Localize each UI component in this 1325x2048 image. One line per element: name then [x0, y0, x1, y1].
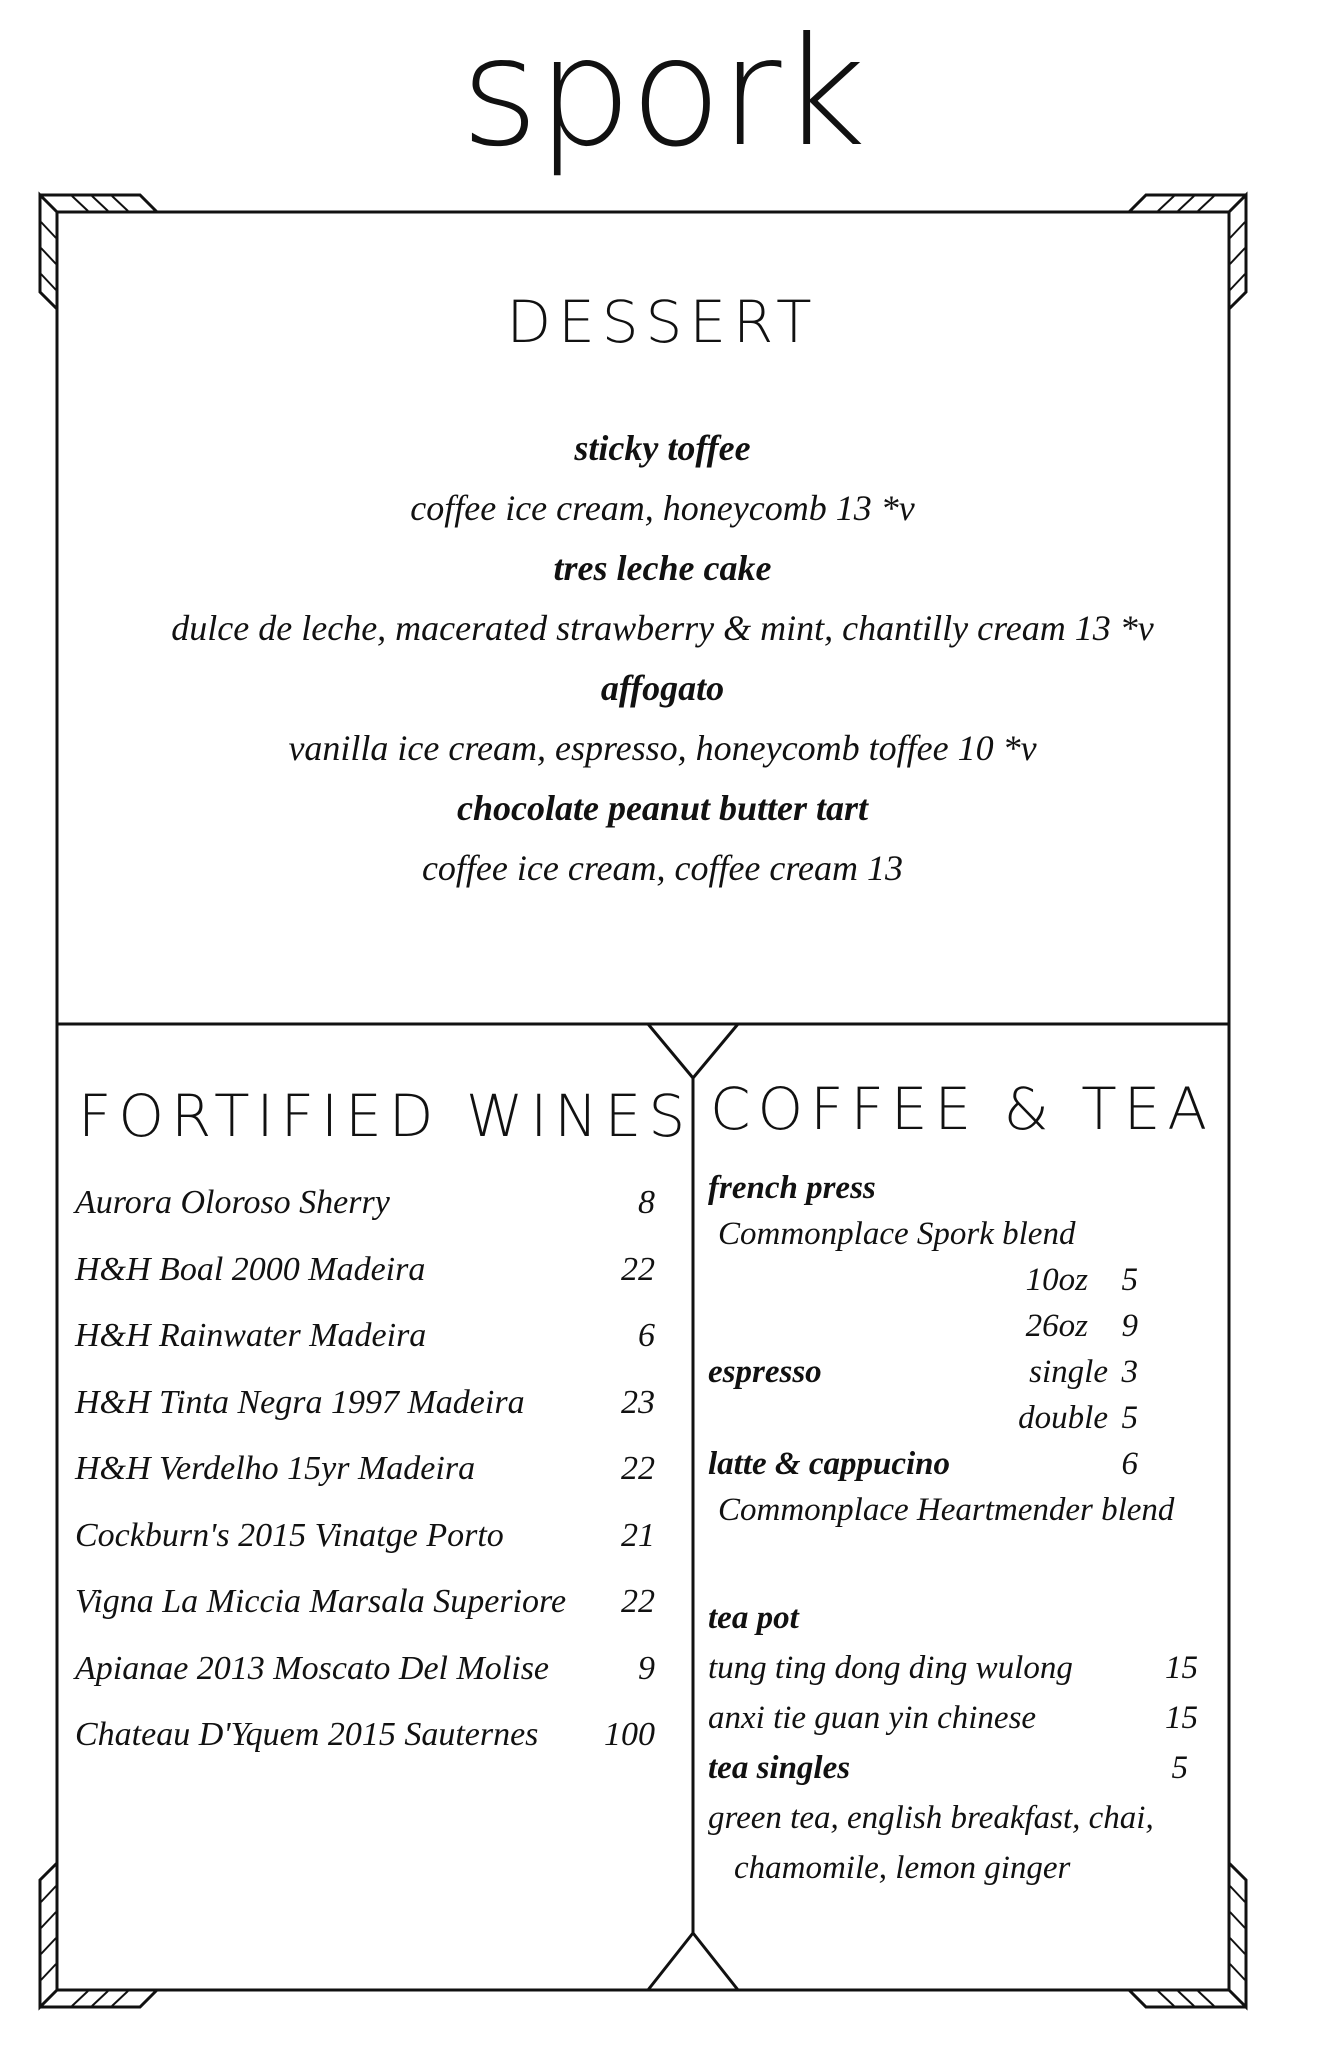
- tea-pot-name: tea pot: [708, 1600, 799, 1636]
- dessert-item-name: affogato: [600, 668, 725, 708]
- wine-price: 22: [621, 1250, 655, 1288]
- spork-logo: spork: [460, 6, 865, 180]
- french-press-size: 26oz: [1025, 1308, 1088, 1344]
- dessert-item-name: sticky toffee: [574, 428, 751, 468]
- wine-price: 21: [621, 1516, 655, 1554]
- latte-row: [708, 1441, 1198, 1487]
- dessert-item-description: coffee ice cream, honeycomb 13 *v: [410, 488, 915, 528]
- tea-singles-price: 5: [1171, 1750, 1188, 1786]
- wine-price: 22: [621, 1450, 655, 1487]
- wine-row: [75, 1702, 655, 1769]
- wine-name: H&H Tinta Negra 1997 Madeira: [75, 1383, 525, 1421]
- tea-name: tung ting dong ding wulong: [708, 1650, 1073, 1686]
- dessert-item-description: dulce de leche, macerated strawberry & mint, chantilly cream 13 *v: [171, 608, 1154, 648]
- dessert-item-name: chocolate peanut butter tart: [456, 788, 868, 828]
- wine-name: Aurora Oloroso Sherry: [75, 1184, 390, 1221]
- wine-row: [75, 1436, 655, 1503]
- latte-name: latte & cappucino: [708, 1446, 950, 1482]
- wine-price: 8: [638, 1184, 655, 1221]
- espresso-price: 3: [1121, 1354, 1138, 1390]
- french-press-blend: Commonplace Spork blend: [718, 1216, 1076, 1252]
- wine-row: [75, 1569, 655, 1636]
- wine-row: [75, 1170, 655, 1237]
- wine-price: 23: [621, 1383, 655, 1421]
- wine-name: H&H Boal 2000 Madeira: [75, 1250, 426, 1288]
- wine-row: [75, 1303, 655, 1370]
- tea-singles-name: tea singles: [708, 1750, 851, 1786]
- french-press-size-row: [708, 1303, 1198, 1349]
- tea-name: anxi tie guan yin chinese: [708, 1700, 1037, 1736]
- french-press-name: french press: [708, 1170, 876, 1206]
- wine-row: [75, 1636, 655, 1703]
- dessert-heading: DESSERT: [506, 288, 819, 356]
- wine-name: Cockburn's 2015 Vinatge Porto: [75, 1516, 504, 1554]
- tea-pot-item: [708, 1693, 1198, 1743]
- wine-row: [75, 1370, 655, 1437]
- espresso-row: [708, 1349, 1198, 1395]
- dessert-item-description: vanilla ice cream, espresso, honeycomb toffee 10 *v: [288, 728, 1037, 768]
- french-press-price: 9: [1121, 1308, 1138, 1344]
- french-press-size-row: [708, 1257, 1198, 1303]
- dessert-item-name: tres leche cake: [553, 548, 772, 588]
- wine-name: H&H Verdelho 15yr Madeira: [75, 1450, 476, 1487]
- wine-price: 9: [638, 1649, 655, 1687]
- espresso-size: single: [1029, 1354, 1108, 1390]
- dessert-list: [60, 418, 1265, 898]
- wine-name: Apianae 2013 Moscato Del Molise: [75, 1649, 550, 1687]
- espresso-row: [708, 1395, 1198, 1441]
- coffee-tea-heading: COFFEE & TEA: [710, 1075, 1215, 1143]
- wine-name: Vigna La Miccia Marsala Superiore: [75, 1583, 567, 1620]
- french-press-price: 5: [1121, 1262, 1138, 1298]
- tea-singles-row: [708, 1743, 1198, 1793]
- wine-price: 100: [604, 1716, 655, 1753]
- fortified-wines-heading: FORTIFIED WINES: [78, 1082, 693, 1150]
- tea-price: 15: [1165, 1650, 1198, 1686]
- tea-pot-item: [708, 1643, 1198, 1693]
- spacer: [708, 1533, 1198, 1593]
- tea-singles-flavors: green tea, english breakfast, chai,: [708, 1800, 1154, 1836]
- wine-list: [75, 1170, 655, 1769]
- wine-row: [75, 1237, 655, 1304]
- wine-price: 6: [638, 1317, 655, 1354]
- tea-price: 15: [1165, 1700, 1198, 1736]
- tea-singles-flavors: chamomile, lemon ginger: [734, 1850, 1071, 1886]
- wine-name: H&H Rainwater Madeira: [75, 1317, 427, 1354]
- wine-price: 22: [621, 1583, 655, 1620]
- latte-price: 6: [1121, 1446, 1138, 1482]
- latte-blend: Commonplace Heartmender blend: [718, 1492, 1175, 1528]
- wine-row: [75, 1503, 655, 1570]
- french-press-size: 10oz: [1025, 1262, 1088, 1298]
- espresso-price: 5: [1121, 1400, 1138, 1436]
- espresso-size: double: [1018, 1400, 1108, 1436]
- wine-name: Chateau D'Yquem 2015 Sauternes: [75, 1716, 539, 1753]
- dessert-item-description: coffee ice cream, coffee cream 13: [421, 848, 904, 888]
- coffee-tea-list: [708, 1165, 1198, 1893]
- espresso-name: espresso: [708, 1354, 822, 1390]
